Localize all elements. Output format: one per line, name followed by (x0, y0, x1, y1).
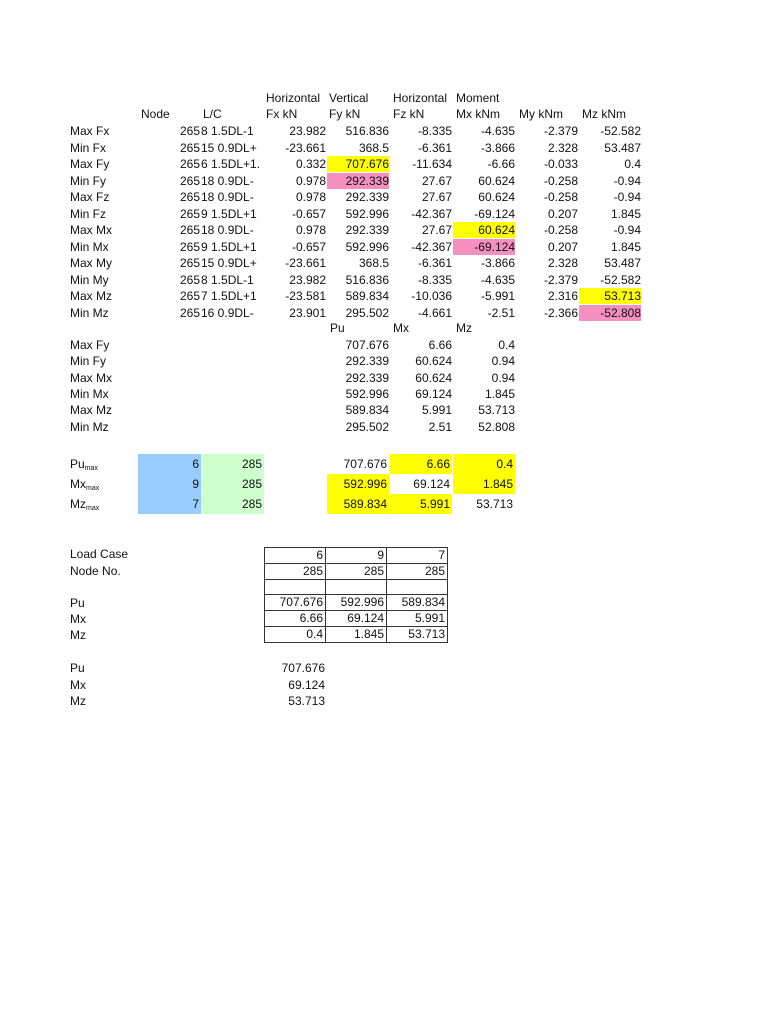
summary-mx: 5.991 (421, 403, 452, 417)
my-cell: -2.366 (543, 306, 578, 320)
lc-mx-label: Mx (70, 612, 86, 626)
node-no-label: Node No. (70, 564, 121, 578)
header-node: Node (141, 107, 170, 121)
node-row (265, 564, 448, 580)
fx-cell: 0.978 (295, 190, 326, 204)
header-moment: Moment (456, 91, 500, 105)
row-label: Min Fz (70, 207, 106, 221)
fz-cell: 27.67 (421, 174, 452, 188)
fx-cell: 0.332 (295, 157, 326, 171)
mx-cell: -69.124 (453, 239, 515, 255)
max-label-subscript: max (86, 485, 100, 492)
max-node-cell: 285 (201, 454, 264, 474)
header-vertical-fy: Vertical (329, 91, 369, 105)
mx-cell: 5.991 (387, 611, 448, 627)
node-cell: 265 (179, 289, 200, 303)
mz-cell: -52.582 (600, 124, 641, 138)
final-pu-label: Pu (70, 661, 85, 675)
load-case-label: Load Case (70, 547, 129, 561)
row-label: Min Fx (70, 141, 106, 155)
summary-pu: 589.834 (345, 403, 389, 417)
node-cell: 265 (179, 273, 200, 287)
fx-cell: -0.657 (291, 207, 326, 221)
fx-cell: 0.978 (295, 223, 326, 237)
header-fz: Fz kN (393, 107, 425, 121)
fx-cell: 23.901 (289, 306, 326, 320)
mx-cell: -2.51 (487, 306, 515, 320)
my-cell: -0.258 (543, 223, 578, 237)
fz-cell: -42.367 (411, 240, 452, 254)
mz-cell: 53.487 (604, 256, 641, 270)
fx-cell: -23.661 (285, 141, 326, 155)
lc-cell: 18 0.9DL- (201, 223, 254, 237)
my-cell: 2.316 (547, 289, 578, 303)
lc-cell: 9 1.5DL+1 (201, 207, 257, 221)
max-mz-cell: 53.713 (476, 497, 513, 511)
my-cell: 0.207 (547, 240, 578, 254)
mz-cell: 1.845 (610, 207, 641, 221)
lc-cell: 9 (326, 548, 387, 564)
summary-pu: 292.339 (345, 371, 389, 385)
node-cell: 265 (179, 174, 200, 188)
mx-cell: -69.124 (474, 207, 515, 221)
fy-cell: 516.836 (345, 124, 389, 138)
summary-pu: 592.996 (345, 387, 389, 401)
summary-mx: 60.624 (415, 371, 452, 385)
summary-label: Max Mx (70, 371, 112, 385)
mz-cell: -0.94 (613, 223, 641, 237)
fz-cell: 27.67 (421, 190, 452, 204)
summary-mx: 60.624 (415, 354, 452, 368)
max-row-label (70, 476, 99, 492)
header-horizontal-fz: Horizontal (393, 91, 448, 105)
lc-cell: 6 1.5DL+1. (201, 157, 261, 171)
node-cell: 265 (179, 223, 200, 237)
max-label-subscript: max (84, 465, 98, 472)
my-cell: -2.379 (543, 124, 578, 138)
my-cell: -0.258 (543, 174, 578, 188)
max-row-label (70, 496, 99, 512)
summary-mx: 69.124 (415, 387, 452, 401)
summary-label: Min Mz (70, 420, 109, 434)
node-cell: 265 (179, 240, 200, 254)
node-cell: 285 (326, 564, 387, 580)
fy-cell: 292.339 (345, 223, 389, 237)
mz-cell: -0.94 (613, 174, 641, 188)
max-node-cell: 285 (201, 474, 264, 494)
fy-cell: 295.502 (345, 306, 389, 320)
my-cell: -0.033 (543, 157, 578, 171)
pu-row (265, 595, 448, 611)
lc-cell: 15 0.9DL+ (201, 256, 257, 270)
fz-cell: -10.036 (411, 289, 452, 303)
node-cell: 265 (179, 157, 200, 171)
my-cell: 0.207 (547, 207, 578, 221)
fy-cell: 292.339 (345, 190, 389, 204)
max-lc-cell: 9 (138, 474, 201, 494)
max-label-subscript: max (86, 505, 100, 512)
fx-cell: 23.982 (289, 124, 326, 138)
max-mx-cell: 6.66 (390, 454, 452, 474)
lc-cell: 18 0.9DL- (201, 174, 254, 188)
fx-cell: -23.661 (285, 256, 326, 270)
mx-cell: -6.66 (487, 157, 515, 171)
lc-cell: 7 (387, 548, 448, 564)
fy-cell: 592.996 (345, 240, 389, 254)
summary-pu: 295.502 (345, 420, 389, 434)
fz-cell: -11.634 (412, 157, 452, 171)
mx-cell: -3.866 (480, 141, 515, 155)
fz-cell: -8.335 (417, 124, 452, 138)
header-fy: Fy kN (329, 107, 361, 121)
max-label-main: Mz (70, 497, 86, 511)
fz-cell: -8.335 (417, 273, 452, 287)
summary-mz: 52.808 (478, 420, 515, 434)
mz-cell: 53.713 (387, 627, 448, 643)
mz-row (265, 627, 448, 643)
final-mx-label: Mx (70, 678, 86, 692)
summary-header-pu: Pu (330, 321, 345, 335)
summary-label: Min Mx (70, 387, 109, 401)
summary-mx: 2.51 (428, 420, 452, 434)
my-cell: -0.258 (543, 190, 578, 204)
row-label: Min My (70, 273, 109, 287)
lc-mz-label: Mz (70, 628, 86, 642)
mz-cell: -52.808 (579, 305, 641, 321)
load-case-table (264, 547, 448, 643)
mx-cell: 6.66 (265, 611, 326, 627)
max-mx-cell: 69.124 (413, 477, 450, 491)
max-lc-cell: 6 (138, 454, 201, 474)
max-mx-cell: 5.991 (390, 494, 452, 514)
row-label: Max My (70, 256, 112, 270)
max-label-main: Mx (70, 477, 86, 491)
lc-cell: 6 (265, 548, 326, 564)
max-mz-cell: 0.4 (453, 454, 515, 474)
lc-cell: 16 0.9DL- (201, 306, 254, 320)
fz-cell: -42.367 (411, 207, 452, 221)
fy-cell: 516.836 (345, 273, 389, 287)
mx-cell: 60.624 (453, 222, 515, 238)
fx-cell: -0.657 (291, 240, 326, 254)
summary-pu: 292.339 (345, 354, 389, 368)
max-lc-cell: 7 (138, 494, 201, 514)
node-cell: 265 (179, 207, 200, 221)
summary-mz: 1.845 (484, 387, 515, 401)
node-cell: 285 (265, 564, 326, 580)
fy-cell: 589.834 (345, 289, 389, 303)
mz-cell: 53.487 (604, 141, 641, 155)
pu-cell: 592.996 (326, 595, 387, 611)
mx-cell: 69.124 (326, 611, 387, 627)
max-row-label (70, 456, 98, 472)
lc-cell: 8 1.5DL-1 (201, 273, 254, 287)
empty-row (265, 580, 448, 595)
final-pu-value: 707.676 (281, 661, 325, 675)
row-label: Max Fy (70, 157, 110, 171)
lc-cell: 15 0.9DL+ (201, 141, 257, 155)
mz-cell: 53.713 (579, 288, 641, 304)
row-label: Max Fz (70, 190, 110, 204)
mz-cell: 1.845 (610, 240, 641, 254)
summary-label: Max Fy (70, 338, 110, 352)
pu-cell: 707.676 (265, 595, 326, 611)
header-mz: Mz kNm (582, 107, 626, 121)
mx-cell: 60.624 (478, 174, 515, 188)
row-label: Max Fx (70, 124, 110, 138)
lc-cell: 8 1.5DL-1 (201, 124, 254, 138)
mz-cell: -0.94 (613, 190, 641, 204)
fx-cell: 0.978 (295, 174, 326, 188)
mz-cell: 1.845 (326, 627, 387, 643)
header-my: My kNm (519, 107, 563, 121)
mx-cell: -4.635 (480, 124, 515, 138)
row-label: Max Mz (70, 289, 112, 303)
summary-mz: 0.94 (491, 371, 515, 385)
row-label: Max Mx (70, 223, 112, 237)
row-label: Min Mz (70, 306, 109, 320)
load-case-row (265, 548, 448, 564)
lc-cell: 18 0.9DL- (201, 190, 254, 204)
row-label: Min Fy (70, 174, 106, 188)
max-pu-cell: 592.996 (327, 474, 389, 494)
fy-cell: 292.339 (327, 173, 389, 189)
row-label: Min Mx (70, 240, 109, 254)
summary-label: Max Mz (70, 403, 112, 417)
my-cell: 2.328 (547, 256, 578, 270)
summary-mz: 53.713 (478, 403, 515, 417)
mz-cell: 0.4 (624, 157, 641, 171)
my-cell: -2.379 (543, 273, 578, 287)
fy-cell: 592.996 (345, 207, 389, 221)
mx-cell: -5.991 (480, 289, 515, 303)
fz-cell: -6.361 (417, 141, 452, 155)
mx-cell: -4.635 (480, 273, 515, 287)
lc-cell: 9 1.5DL+1 (201, 240, 257, 254)
node-cell: 265 (179, 124, 200, 138)
fz-cell: 27.67 (421, 223, 452, 237)
fy-cell: 368.5 (358, 256, 389, 270)
lc-cell: 7 1.5DL+1 (201, 289, 257, 303)
mx-row (265, 611, 448, 627)
mz-cell: -52.582 (600, 273, 641, 287)
header-lc: L/C (203, 107, 222, 121)
empty-cell (265, 580, 326, 595)
fy-cell: 707.676 (327, 156, 389, 172)
max-pu-cell: 589.834 (327, 494, 389, 514)
max-node-cell: 285 (201, 494, 264, 514)
fz-cell: -6.361 (417, 256, 452, 270)
mx-cell: 60.624 (478, 190, 515, 204)
header-fx: Fx kN (266, 107, 298, 121)
summary-header-mz: Mz (456, 321, 472, 335)
node-cell: 265 (179, 190, 200, 204)
max-pu-cell: 707.676 (343, 457, 387, 471)
node-cell: 265 (179, 306, 200, 320)
node-cell: 265 (179, 256, 200, 270)
header-mx: Mx kNm (456, 107, 500, 121)
mx-cell: -3.866 (480, 256, 515, 270)
empty-cell (326, 580, 387, 595)
node-cell: 285 (387, 564, 448, 580)
empty-cell (387, 580, 448, 595)
summary-header-mx: Mx (393, 321, 409, 335)
header-horizontal-fx: Horizontal (266, 91, 321, 105)
summary-mz: 0.94 (491, 354, 515, 368)
fx-cell: 23.982 (289, 273, 326, 287)
summary-mz: 0.4 (498, 338, 515, 352)
max-mz-cell: 1.845 (453, 474, 515, 494)
fz-cell: -4.661 (417, 306, 452, 320)
summary-label: Min Fy (70, 354, 106, 368)
mz-cell: 0.4 (265, 627, 326, 643)
final-mz-label: Mz (70, 694, 86, 708)
fy-cell: 368.5 (358, 141, 389, 155)
final-mx-value: 69.124 (288, 678, 325, 692)
max-label-main: Pu (70, 457, 85, 471)
lc-pu-label: Pu (70, 596, 85, 610)
my-cell: 2.328 (547, 141, 578, 155)
pu-cell: 589.834 (387, 595, 448, 611)
fx-cell: -23.581 (285, 289, 326, 303)
summary-pu: 707.676 (345, 338, 389, 352)
node-cell: 265 (179, 141, 200, 155)
final-mz-value: 53.713 (288, 694, 325, 708)
summary-mx: 6.66 (428, 338, 452, 352)
